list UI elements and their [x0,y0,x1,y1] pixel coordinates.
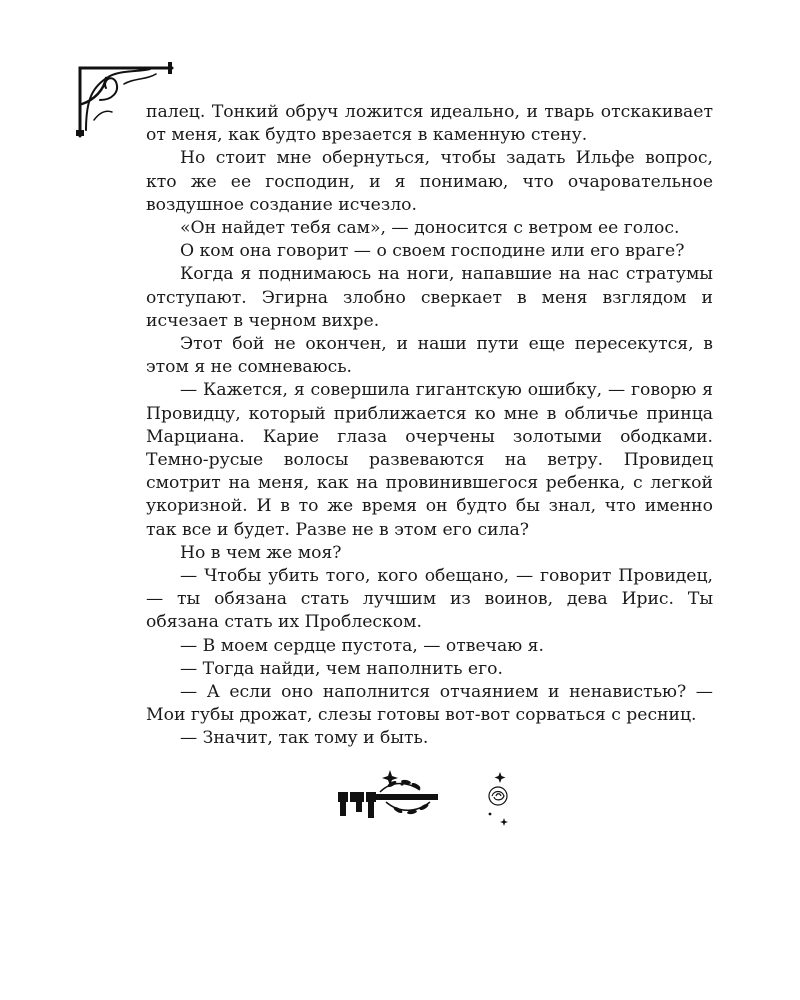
paragraph: — Чтобы убить того, кого обещано, — говорит Провидец, — ты обязана стать лучшим из воинов, дева Ирис. Ты обязана стать их Проблеском. [146,566,713,633]
paragraph: — Значит, так тому и быть. [180,728,429,749]
paragraph: палец. Тонкий обруч ложится идеально, и тварь отскакивает от меня, как будто врезается в каменную стену. [146,102,713,146]
paragraph: — Кажется, я совершила гигантскую ошибку, — говорю я Провидцу, который приближается ко мне в обличье принца Марциана. Карие глаза очерчены золотыми ободками. Темно-русые волосы развеваются на ветру. Провидец смотрит на меня, как на провинившегося ребенка, с легкой укоризной. И в то же время он будто бы знал, что именно так все и будет. Разве не в этом его сила? [146,380,713,540]
body-text [146,101,713,751]
paragraph: «Он найдет тебя сам», — доносится с ветром ее голос. [180,218,680,239]
paragraph: Но в чем же моя? [180,542,342,563]
paragraph: Но стоит мне обернуться, чтобы задать Ильфе вопрос, кто же ее господин, и я понимаю, что очаровательное воздушное создание исчезло. [146,148,713,215]
paragraph: — А если оно наполнится отчаянием и ненавистью? — Мои губы дрожат, слезы готовы вот-вот сорваться с ресниц. [146,682,713,726]
paragraph: Этот бой не окончен, и наши пути еще пересекутся, в этом я не сомневаюсь. [146,334,713,378]
key-moon-divider-icon [330,762,530,834]
paragraph: — Тогда найди, чем наполнить его. [180,658,503,679]
paragraph: Когда я поднимаюсь на ноги, напавшие на нас стратумы отступают. Эгирна злобно сверкает в меня взглядом и исчезает в черном вихре. [146,264,713,331]
paragraph: О ком она говорит — о своем господине или его враге? [180,241,685,262]
paragraph: — В моем сердце пустота, — отвечаю я. [180,635,544,656]
